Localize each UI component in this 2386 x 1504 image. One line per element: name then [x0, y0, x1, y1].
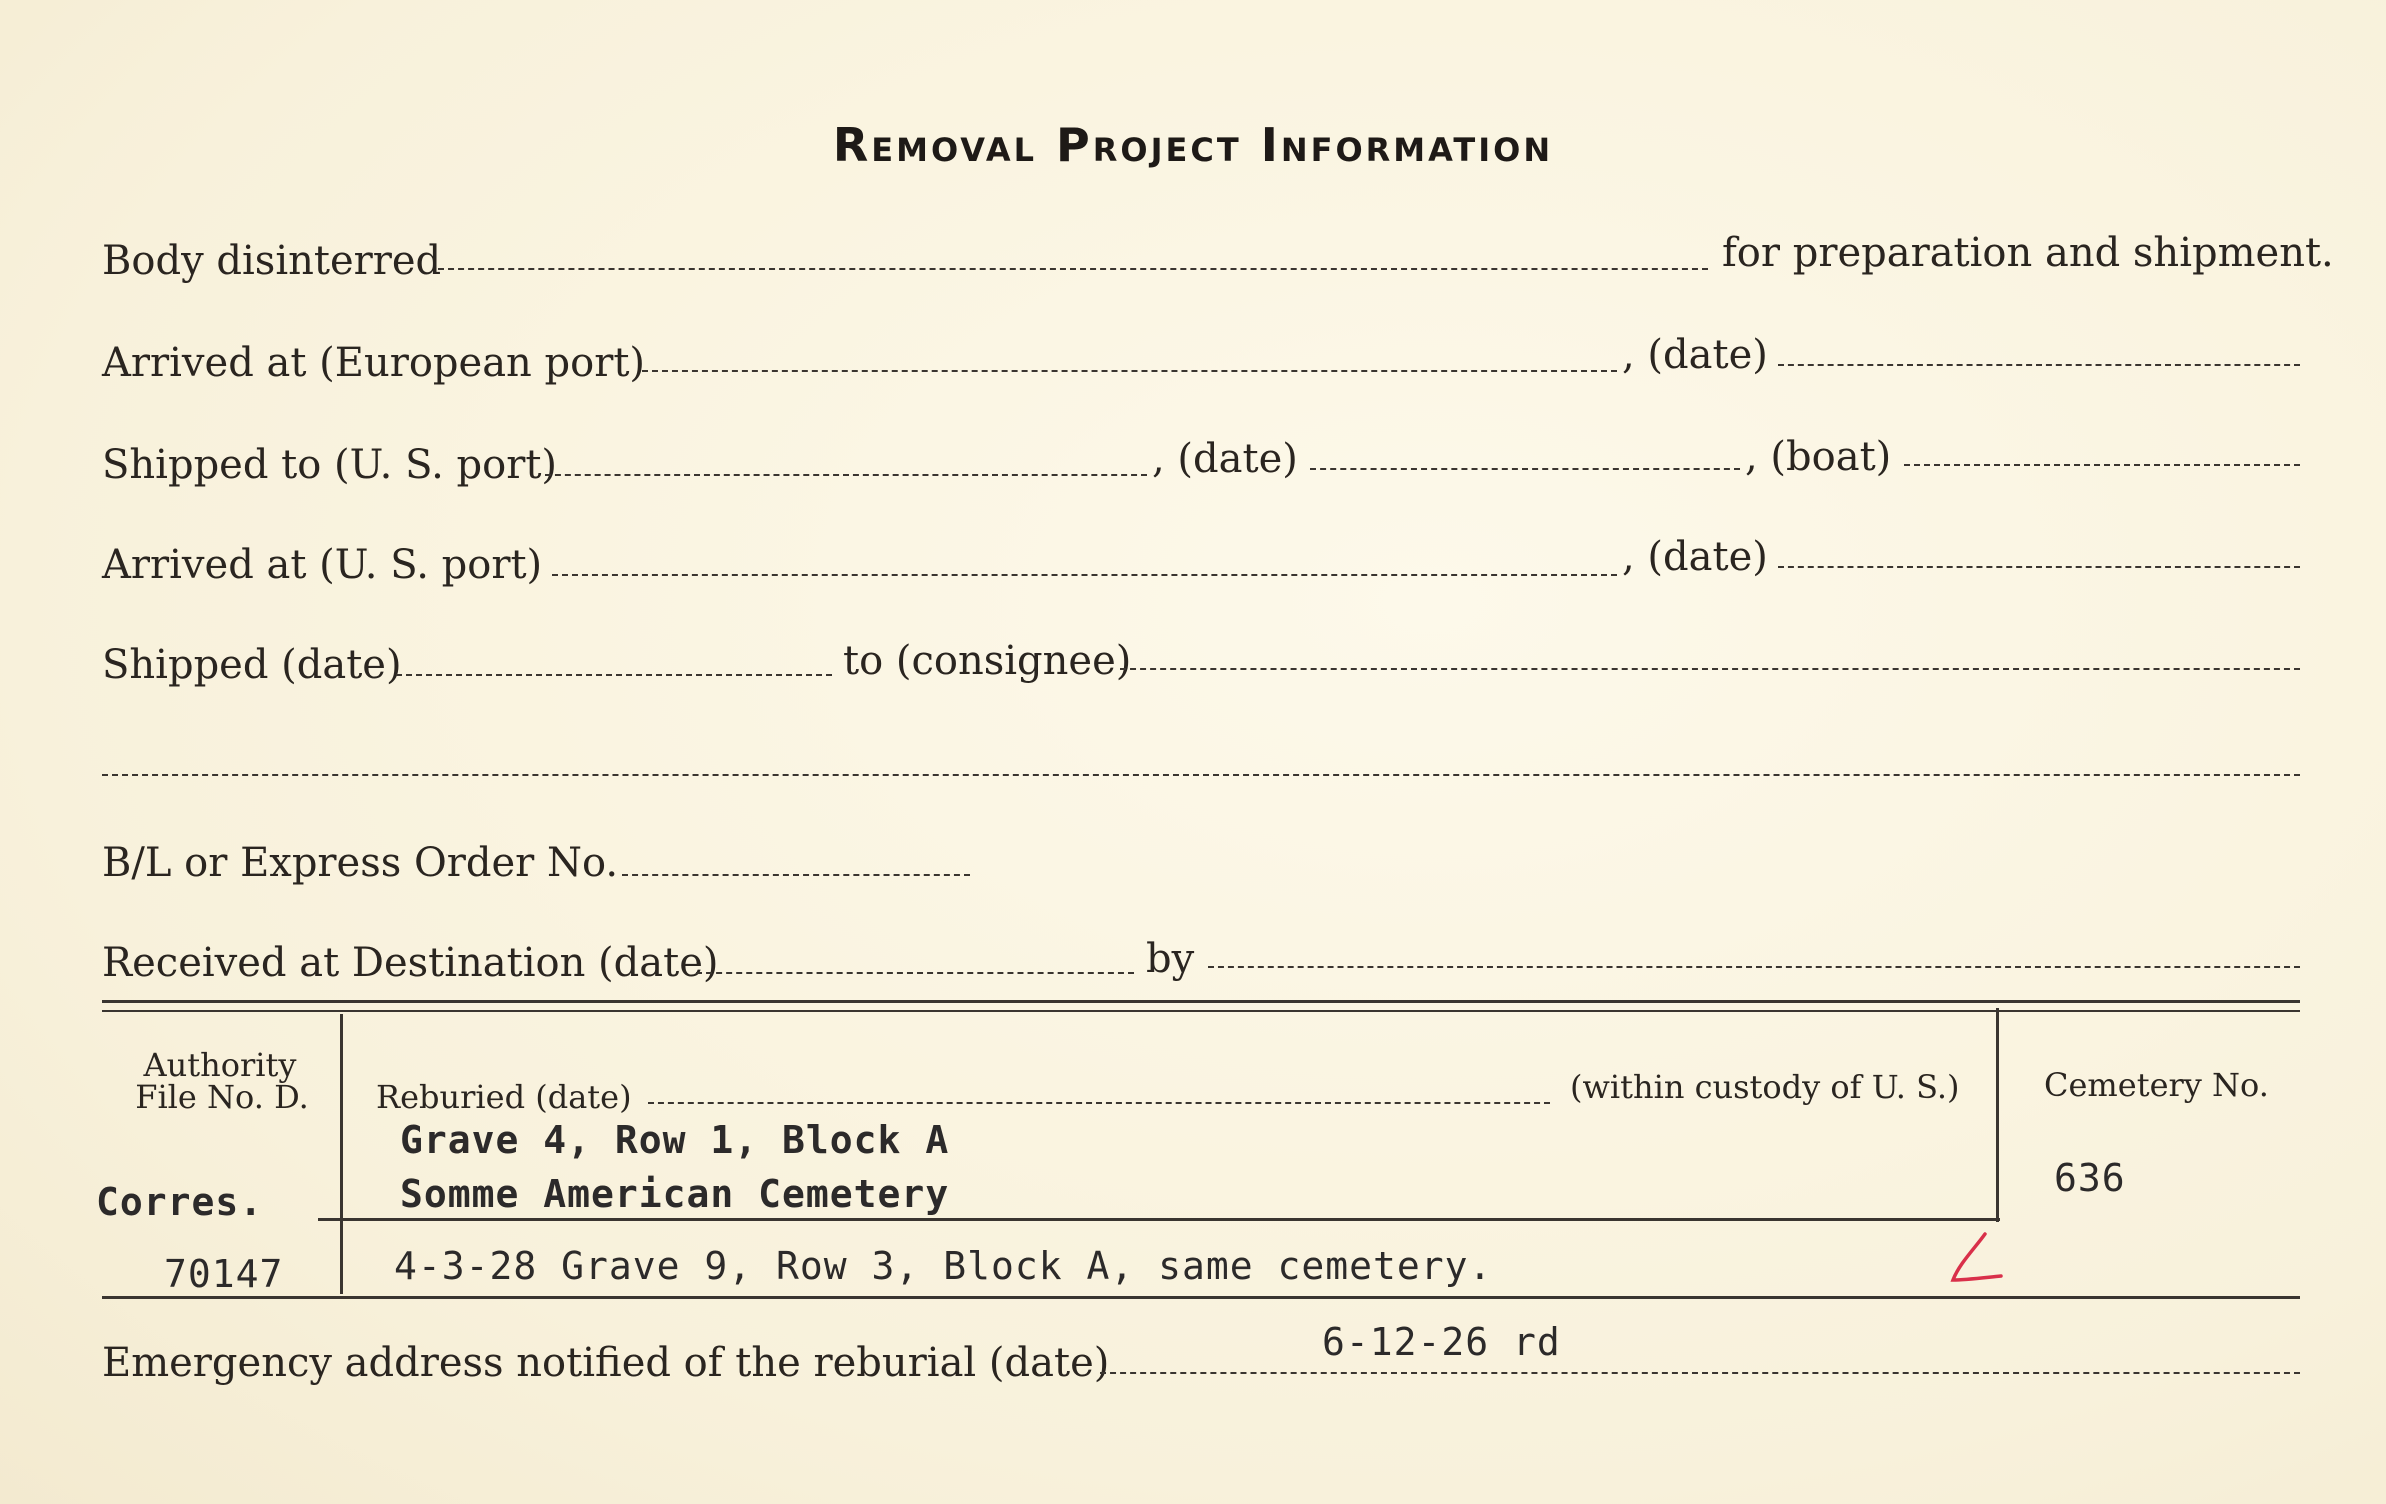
reburied-label: Reburied (date) [376, 1078, 632, 1116]
by-label: by [1146, 936, 1195, 982]
file-no-value: 70147 [164, 1252, 284, 1296]
arrived-european-label: Arrived at (European port) [102, 340, 646, 386]
shipped-date-line [396, 674, 832, 676]
date1-line [1778, 364, 2300, 366]
arrived-us-port-label: Arrived at (U. S. port) [102, 542, 543, 588]
date3-label: , (date) [1622, 534, 1768, 580]
date2-label: , (date) [1152, 436, 1298, 482]
for-prep-label: for preparation and shipment. [1722, 230, 2334, 276]
to-consignee-line [1120, 668, 2300, 670]
shipped-date-label: Shipped (date) [102, 642, 402, 688]
cemetery-no-value: 636 [2054, 1156, 2126, 1200]
grave-line-1: Grave 4, Row 1, Block A [400, 1118, 950, 1162]
table-bottom-rule [102, 1296, 2300, 1299]
received-dest-line [696, 972, 1134, 974]
shipped-us-port-label: Shipped to (U. S. port) [102, 442, 557, 488]
received-dest-label: Received at Destination (date) [102, 940, 719, 986]
arrived-european-line [642, 370, 1617, 372]
check-mark-icon [1945, 1230, 2005, 1290]
boat-line [1904, 464, 2300, 466]
boat-label: , (boat) [1745, 434, 1892, 480]
body-disinterred-line [438, 268, 1708, 270]
by-line [1208, 966, 2300, 968]
cemetery-no-label: Cemetery No. [2044, 1066, 2269, 1104]
emergency-value: 6-12-26 rd [1322, 1320, 1561, 1364]
table-col-rule-1 [340, 1014, 343, 1294]
body-disinterred-label: Body disinterred [102, 238, 442, 284]
table-top-rule-2 [102, 1010, 2300, 1012]
table-top-rule [102, 1000, 2300, 1003]
custody-label: (within custody of U. S.) [1570, 1068, 1960, 1106]
rebury-entry: 4-3-28 Grave 9, Row 3, Block A, same cemetery. [394, 1244, 1493, 1288]
to-consignee-label: to (consignee) [843, 638, 1132, 684]
blank-line [102, 774, 2300, 776]
date3-line [1778, 566, 2300, 568]
emergency-label: Emergency address notified of the reburial (date) [102, 1340, 1110, 1386]
authority-label: Authority [143, 1046, 297, 1084]
page-title: Removal Project Information [832, 118, 1554, 172]
date2-line [1310, 468, 1740, 470]
bl-order-label: B/L or Express Order No. [102, 840, 619, 886]
reburied-line [648, 1102, 1550, 1104]
date1-label: , (date) [1622, 332, 1768, 378]
corres-text: Corres. [96, 1180, 264, 1224]
grave-line-2: Somme American Cemetery [400, 1172, 950, 1216]
table-mid-rule [318, 1218, 2000, 1221]
file-no-label: File No. D. [135, 1078, 309, 1116]
arrived-us-port-line [552, 574, 1617, 576]
emergency-line [1100, 1372, 2300, 1374]
table-col-rule-2 [1996, 1008, 1999, 1222]
shipped-us-port-line [545, 474, 1147, 476]
bl-order-line [622, 874, 970, 876]
